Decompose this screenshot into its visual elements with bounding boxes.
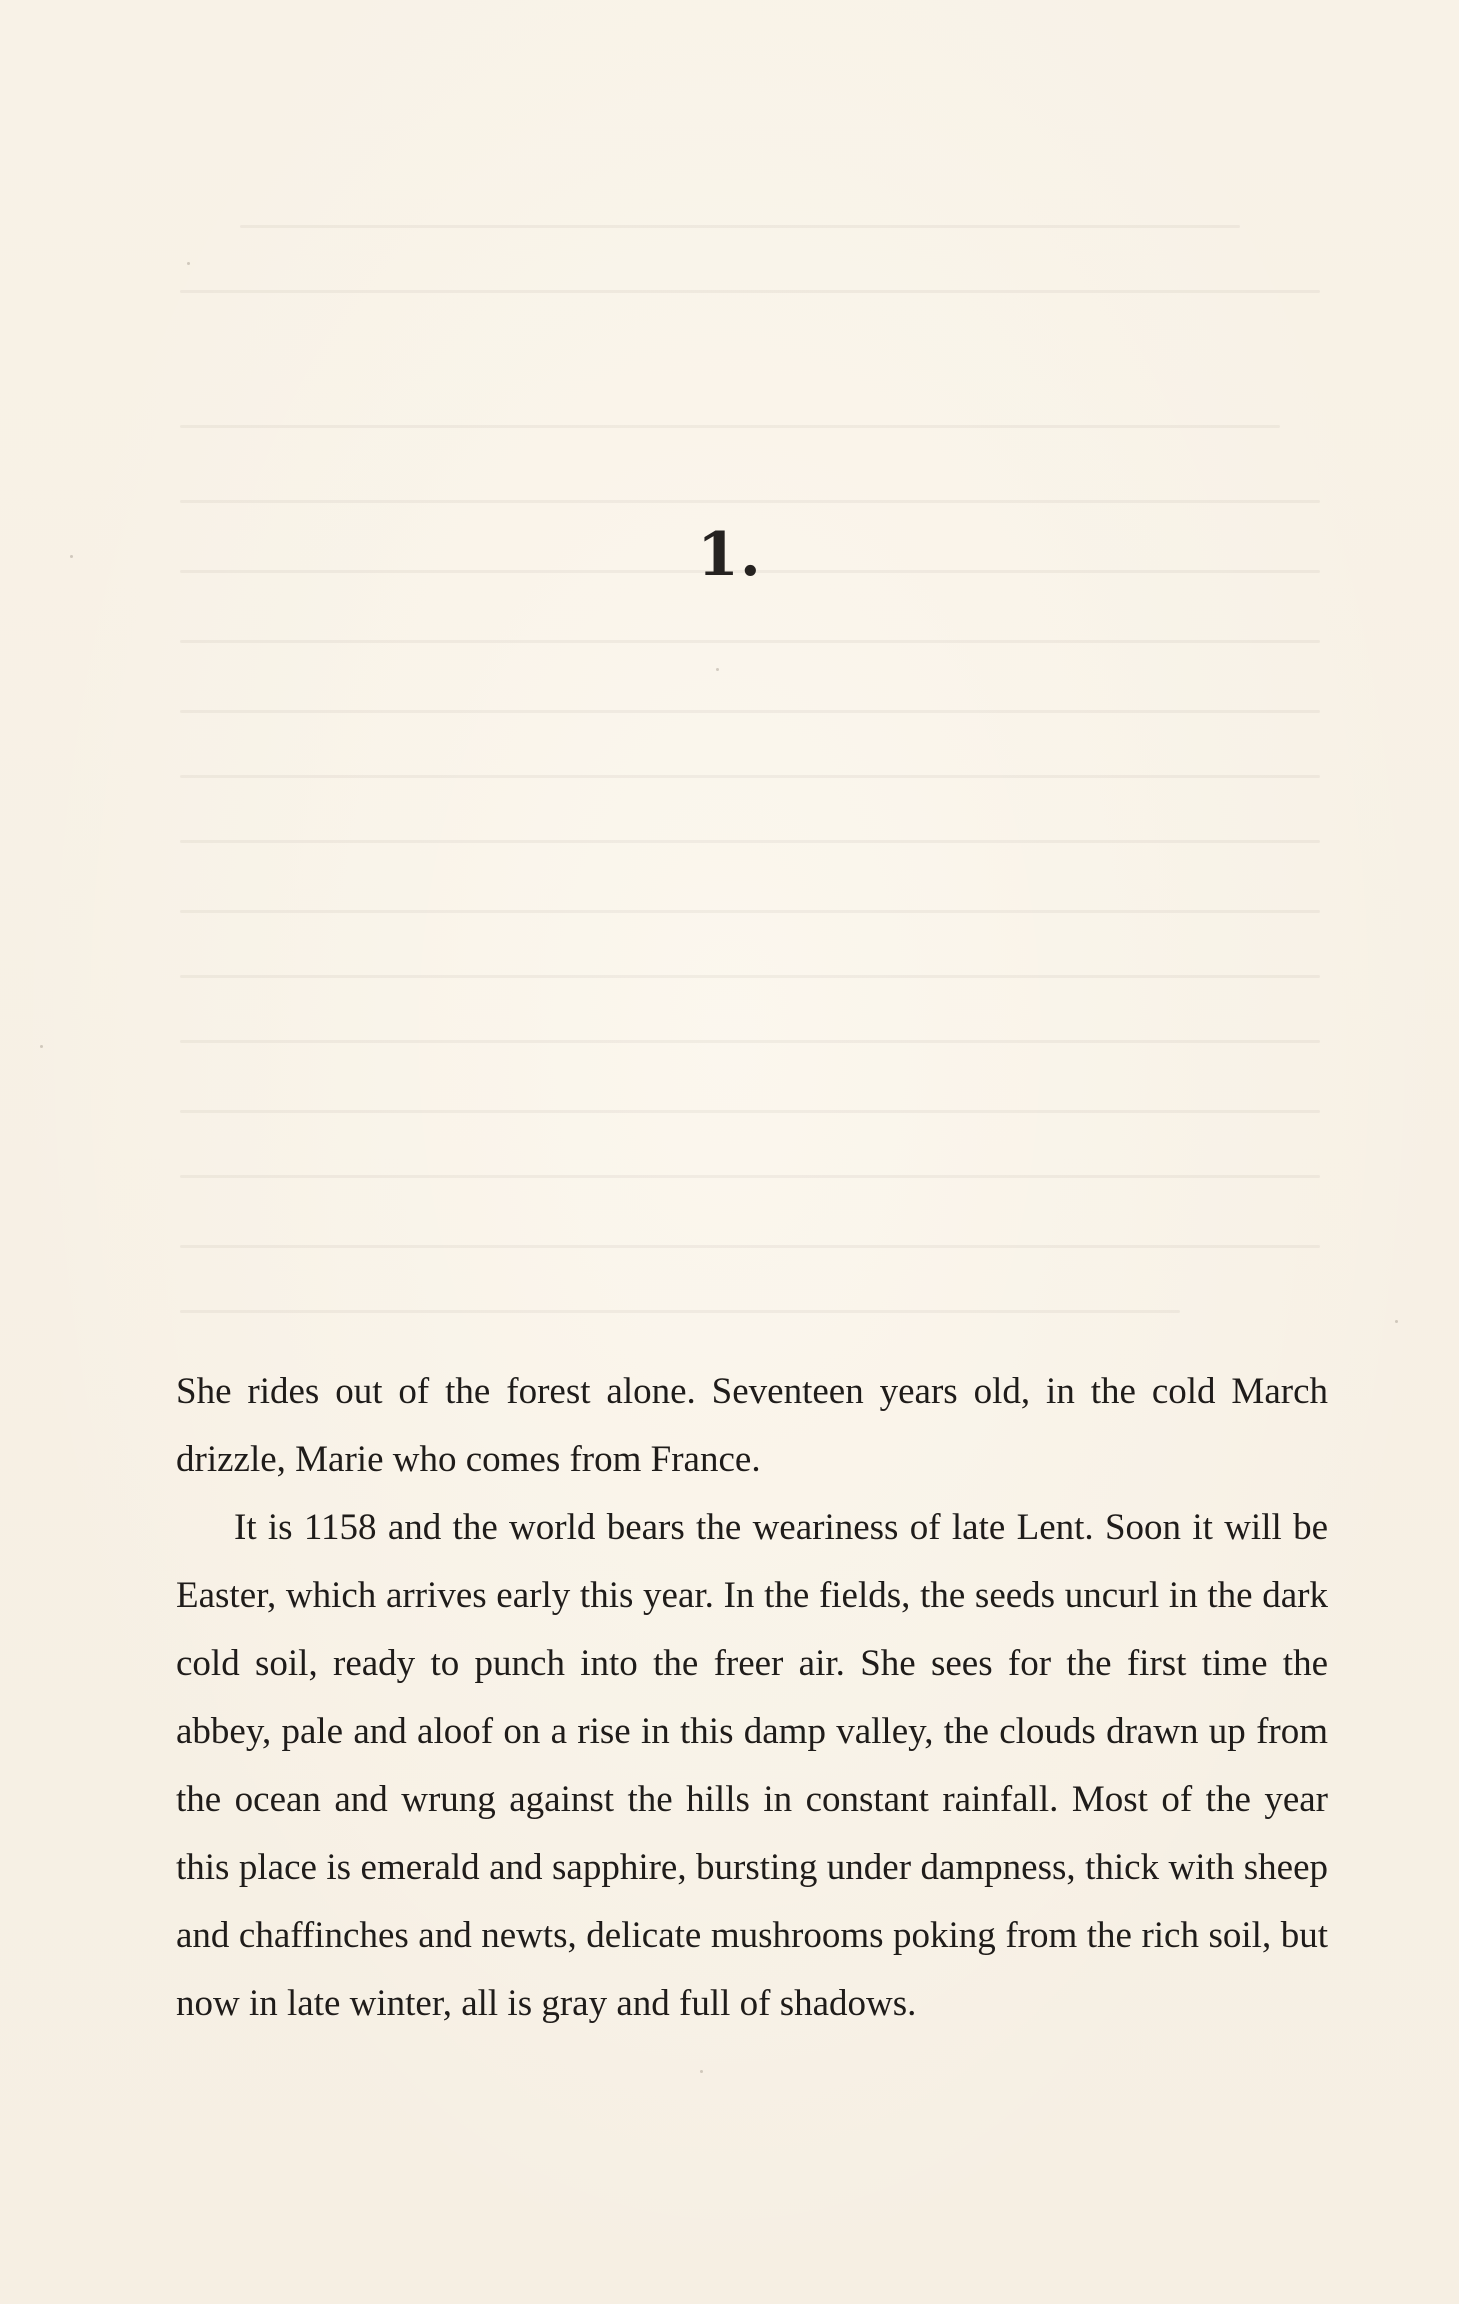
paper-speck <box>716 668 719 671</box>
chapter-number: 1. <box>697 520 762 590</box>
show-through-line <box>180 975 1320 978</box>
paragraph-2: It is 1158 and the world bears the weariness of late Lent. Soon it will be Easter, which arrives early this year. In the fields, the seeds uncurl in the dark cold soil, ready to punch into the freer air. She sees for the first time the abbey, pale and aloof on a rise in this damp valley, the clouds drawn up from the ocean and wrung against the hills in constant rainfall. Most of the year this place is emerald and sapphire, bursting under dampness, thick with sheep and chaffinches and newts, delicate mushrooms poking from the rich soil, but now in late winter, all is gray and full of shadows. <box>176 1507 1328 2024</box>
show-through-line <box>180 910 1320 913</box>
paper-speck <box>187 262 190 265</box>
show-through-line <box>180 640 1320 643</box>
paper-speck <box>700 2070 703 2073</box>
chapter-body <box>176 1358 1328 2038</box>
paragraph-1: She rides out of the forest alone. Seventeen years old, in the cold March drizzle, Marie who comes from France. <box>176 1371 1328 1480</box>
show-through-line <box>180 500 1320 503</box>
show-through-line <box>180 1310 1180 1313</box>
show-through-line <box>180 775 1320 778</box>
paper-speck <box>40 1045 43 1048</box>
paper-speck <box>1395 1320 1398 1323</box>
show-through-line <box>180 1110 1320 1113</box>
show-through-line <box>180 425 1280 428</box>
show-through-line <box>240 225 1240 228</box>
show-through-line <box>180 290 1320 293</box>
show-through-line <box>180 1040 1320 1043</box>
show-through-line <box>180 710 1320 713</box>
show-through-line <box>180 1175 1320 1178</box>
show-through-line <box>180 840 1320 843</box>
show-through-line <box>180 1245 1320 1248</box>
